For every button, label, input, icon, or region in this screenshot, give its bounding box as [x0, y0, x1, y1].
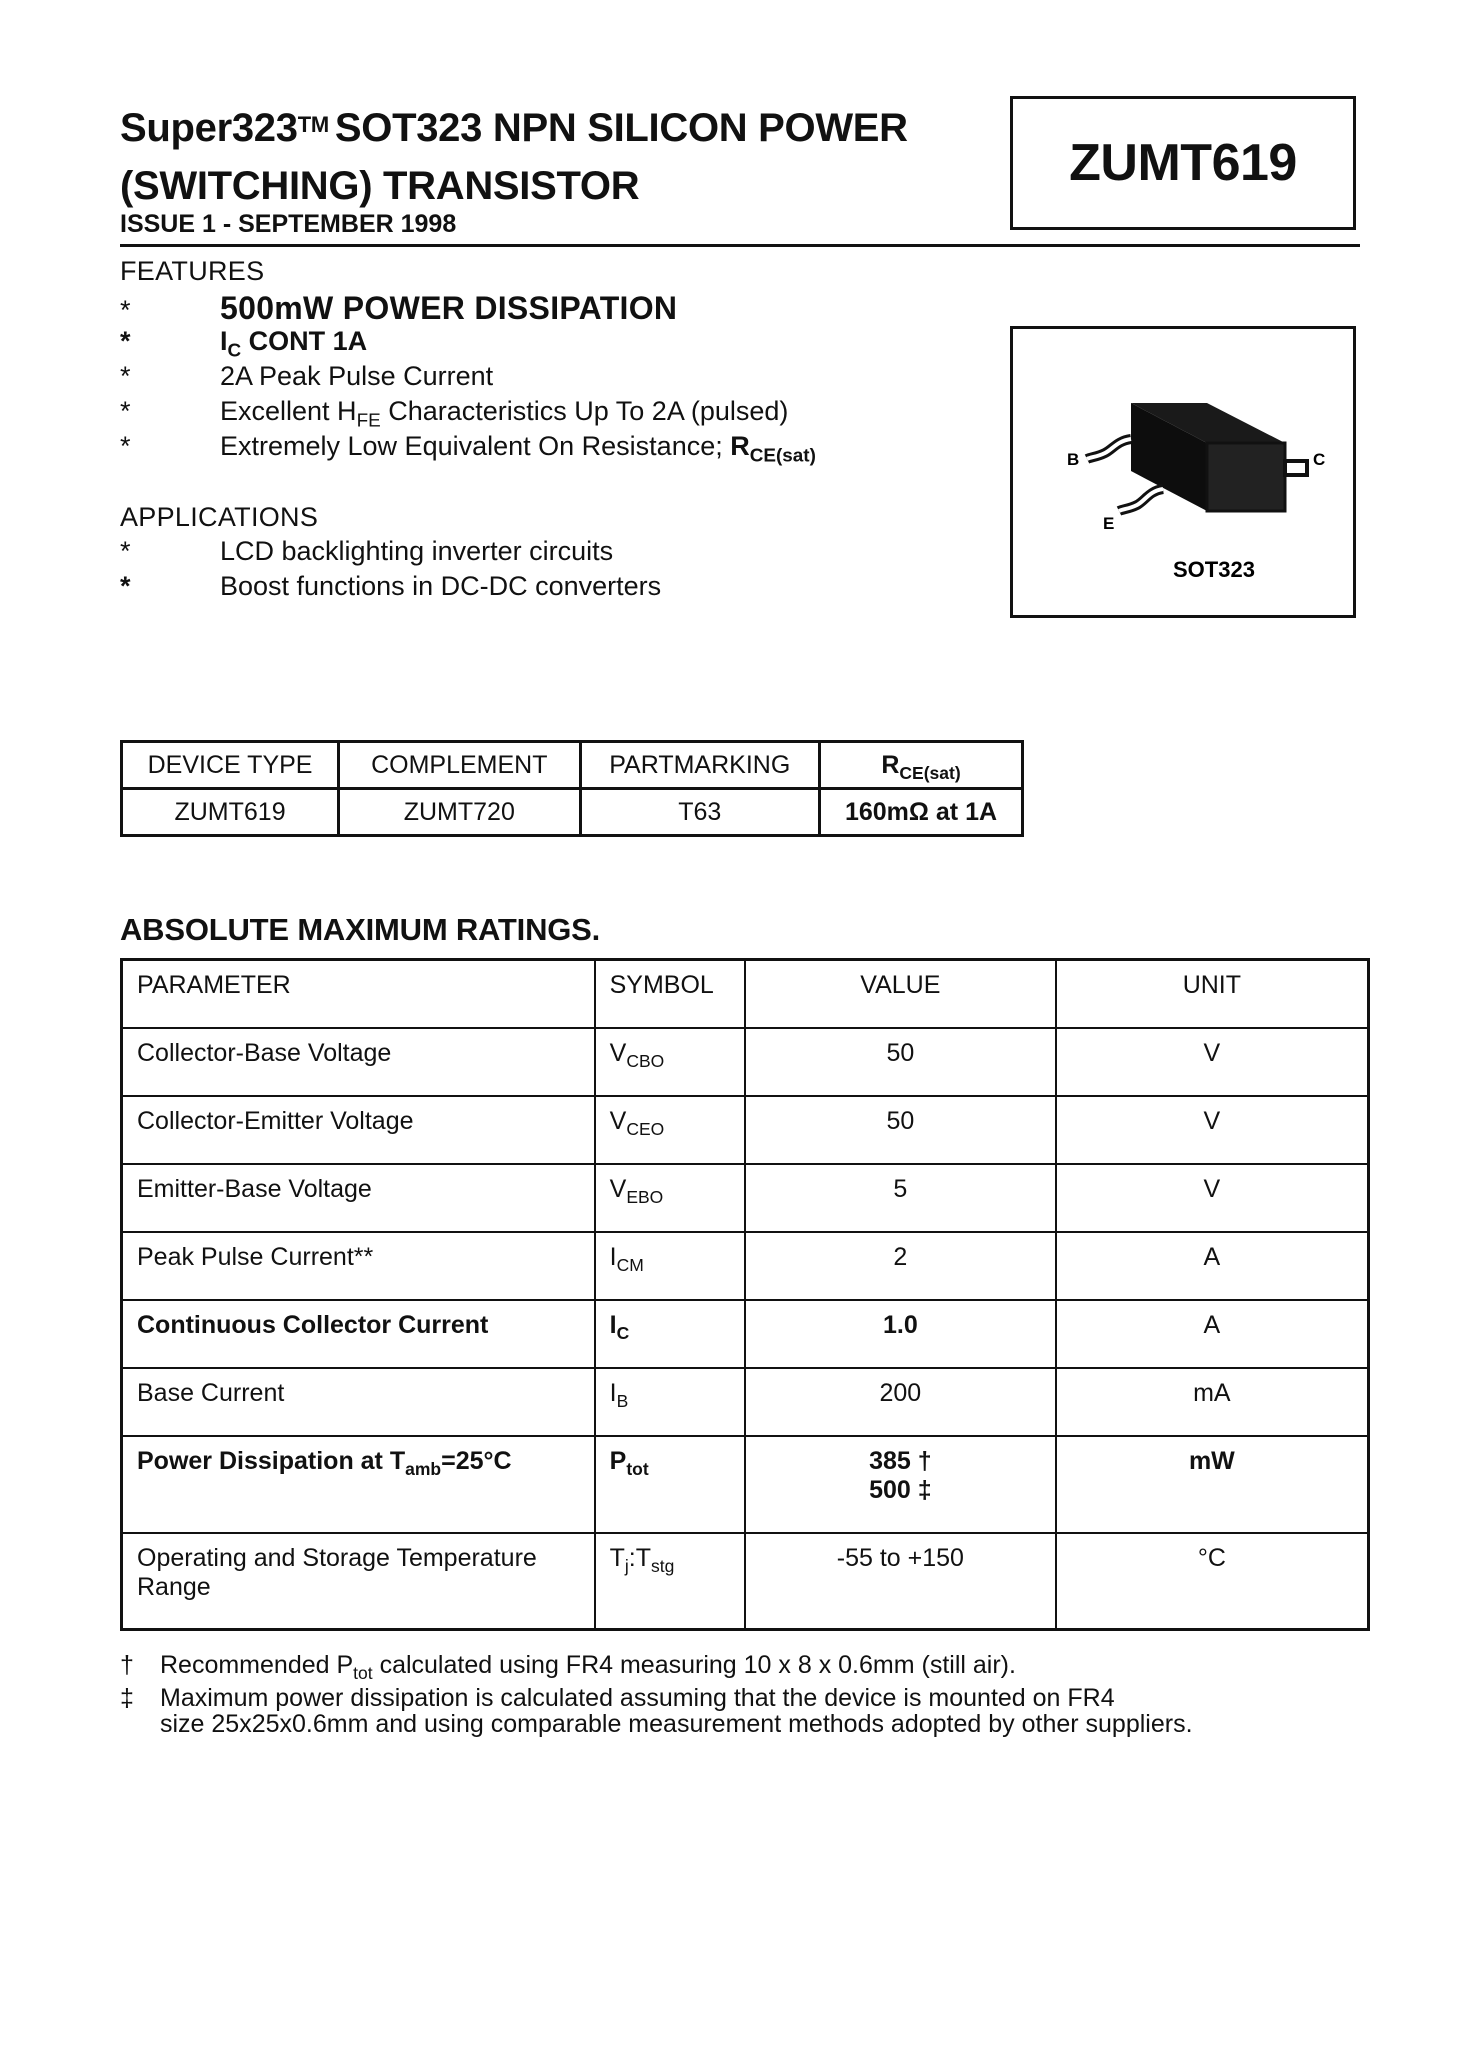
cell-unit: V	[1056, 1096, 1369, 1164]
cell-value: 200	[745, 1368, 1056, 1436]
table-row	[122, 1028, 1369, 1096]
feature-text: Excellent $H_{FE}$ Characteristics Up To 2A (pulsed)	[220, 396, 789, 432]
part-number-box	[1010, 96, 1356, 230]
cell-parameter: Collector-Base Voltage	[122, 1028, 595, 1096]
cell-value: 385 † 500 ‡	[745, 1436, 1056, 1533]
cell-unit: mW	[1056, 1436, 1369, 1533]
features-heading: FEATURES	[120, 256, 265, 286]
title-line-1: SOT323 NPN SILICON POWER	[334, 106, 908, 150]
cell-partmarking: T63	[580, 789, 820, 836]
bullet: *	[120, 431, 131, 461]
part-number: ZUMT619	[1069, 134, 1297, 192]
header-symbol: SYMBOL	[595, 960, 745, 1028]
lead-collector	[1285, 461, 1307, 475]
footnote-dagger: † Recommended $P_{tot}$ calculated using FR4 measuring 10 x 8 x 0.6mm (still air).	[120, 1651, 1016, 1684]
header-complement: COMPLEMENT	[339, 742, 580, 789]
cell-parameter: Base Current	[122, 1368, 595, 1436]
ratings-heading: ABSOLUTE MAXIMUM RATINGS.	[120, 912, 601, 947]
cell-symbol: $I_{CM}$	[595, 1232, 745, 1300]
device-table	[120, 740, 1024, 837]
cell-value: 50	[745, 1028, 1056, 1096]
list-item	[120, 396, 816, 431]
list-item	[120, 290, 816, 326]
table-row	[122, 1300, 1369, 1368]
pin-label-c: C	[1313, 450, 1326, 469]
table-row	[122, 1096, 1369, 1164]
package-body-front	[1207, 443, 1285, 511]
document-title	[120, 96, 1000, 215]
features-list	[120, 290, 816, 466]
feature-text: 2A Peak Pulse Current	[220, 361, 494, 391]
package-figure	[1010, 326, 1356, 618]
cell-rce: 160mΩ at 1A	[820, 789, 1023, 836]
cell-unit: A	[1056, 1300, 1369, 1368]
footnote-double-dagger: ‡ Maximum power dissipation is calculated assuming that the device is mounted on FR4 size 25x25x0.6mm and using comparable measurement methods adopted by other suppliers.	[120, 1684, 1193, 1738]
pin-label-e: E	[1103, 514, 1115, 533]
bullet: *	[120, 571, 131, 601]
ratings-table	[120, 958, 1370, 1631]
trademark-mark: TM	[297, 112, 329, 137]
application-text: LCD backlighting inverter circuits	[220, 536, 614, 566]
cell-value: 1.0	[745, 1300, 1056, 1368]
package-label: SOT323	[1173, 557, 1255, 582]
bullet: *	[120, 326, 131, 356]
feature-text: Extremely Low Equivalent On Resistance; $R_{CE(sat)}$	[220, 431, 816, 467]
cell-symbol: $I_C$	[595, 1300, 745, 1368]
table-row	[122, 1232, 1369, 1300]
cell-parameter: Emitter-Base Voltage	[122, 1164, 595, 1232]
cell-unit: V	[1056, 1028, 1369, 1096]
table-row	[122, 1436, 1369, 1533]
cell-unit: mA	[1056, 1368, 1369, 1436]
cell-value: 50	[745, 1096, 1056, 1164]
bullet: *	[120, 536, 131, 566]
list-item	[120, 571, 661, 606]
application-text: Boost functions in DC-DC converters	[220, 571, 662, 601]
cell-value: 5	[745, 1164, 1056, 1232]
cell-complement: ZUMT720	[339, 789, 580, 836]
title-line-2: (SWITCHING) TRANSISTOR	[120, 164, 640, 208]
table-row	[122, 1164, 1369, 1232]
table-row	[122, 1533, 1369, 1630]
table-row	[122, 1368, 1369, 1436]
header-unit: UNIT	[1056, 960, 1369, 1028]
table-header-row	[122, 960, 1369, 1028]
header-value: VALUE	[745, 960, 1056, 1028]
cell-symbol: $V_{EBO}$	[595, 1164, 745, 1232]
cell-parameter: Continuous Collector Current	[122, 1300, 595, 1368]
cell-value: -55 to +150	[745, 1533, 1056, 1630]
issue-date: ISSUE 1 - SEPTEMBER 1998	[120, 210, 457, 238]
cell-symbol: $I_B$	[595, 1368, 745, 1436]
pin-label-b: B	[1067, 450, 1080, 469]
cell-unit: °C	[1056, 1533, 1369, 1630]
list-item	[120, 536, 661, 571]
list-item	[120, 431, 816, 466]
cell-symbol: $T_j:T_{stg}$	[595, 1533, 745, 1630]
bullet: *	[120, 361, 131, 391]
cell-symbol: $V_{CBO}$	[595, 1028, 745, 1096]
table-row	[122, 789, 1023, 836]
header-parameter: PARAMETER	[122, 960, 595, 1028]
cell-symbol: $V_{CEO}$	[595, 1096, 745, 1164]
feature-text: $I_C$ CONT 1A	[220, 326, 368, 362]
cell-parameter: Peak Pulse Current**	[122, 1232, 595, 1300]
cell-device: ZUMT619	[122, 789, 339, 836]
brand-name: Super323	[120, 106, 298, 150]
cell-unit: V	[1056, 1164, 1369, 1232]
bullet: *	[120, 295, 131, 325]
applications-list	[120, 536, 661, 606]
header-rce: $R_{CE(sat)}$	[820, 742, 1023, 789]
table-header-row	[122, 742, 1023, 789]
applications-heading: APPLICATIONS	[120, 502, 319, 532]
list-item	[120, 326, 816, 361]
header-partmarking: PARTMARKING	[580, 742, 820, 789]
cell-parameter: Collector-Emitter Voltage	[122, 1096, 595, 1164]
cell-symbol: $P_{tot}$	[595, 1436, 745, 1533]
cell-unit: A	[1056, 1232, 1369, 1300]
feature-text: 500mW POWER DISSIPATION	[220, 290, 678, 326]
cell-parameter: Operating and Storage Temperature Range	[122, 1533, 595, 1630]
bullet: *	[120, 396, 131, 426]
header-rule	[120, 244, 1360, 247]
sot323-package-drawing	[1013, 329, 1353, 615]
cell-value: 2	[745, 1232, 1056, 1300]
cell-parameter: Power Dissipation at $T_{amb}=25^\circ C$	[122, 1436, 595, 1533]
list-item	[120, 361, 816, 396]
header-device-type: DEVICE TYPE	[122, 742, 339, 789]
